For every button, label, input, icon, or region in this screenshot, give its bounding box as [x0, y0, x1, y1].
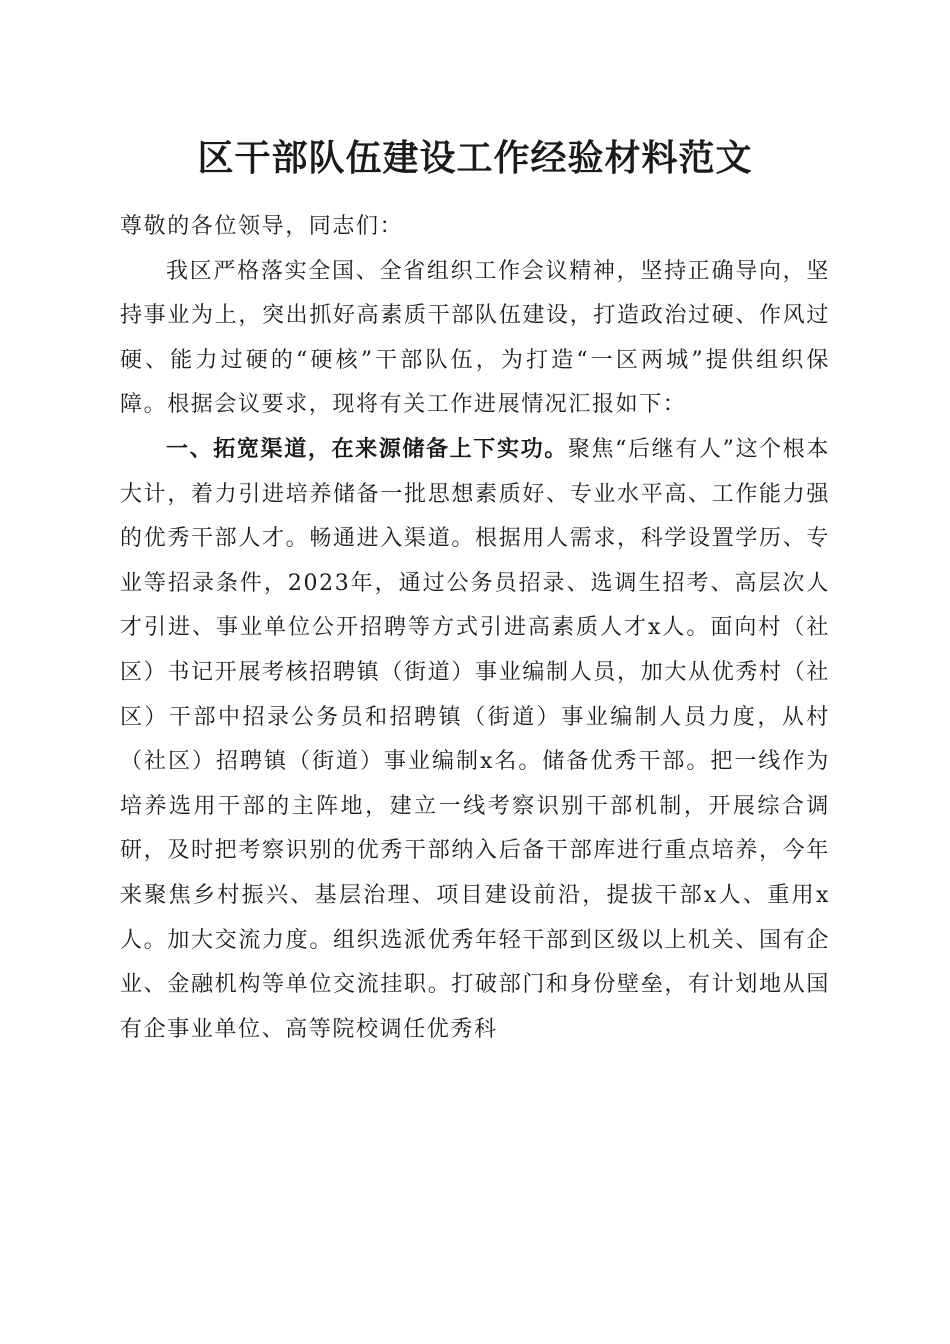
section-1-heading: 一、拓宽渠道，在来源储备上下实功。: [166, 436, 568, 462]
document-title: 区干部队伍建设工作经验材料范文: [197, 137, 753, 179]
document-body: [120, 205, 830, 1052]
section-1-paragraph: [120, 428, 830, 1052]
section-1-body: 聚焦“后继有人”这个根本大计，着力引进培养储备一批思想素质好、专业水平高、工作能力强的优秀干部人才。畅通进入渠道。根据用人需求，科学设置学历、专业等招录条件，2023年，通过公务员招录、选调生招考、高层次人才引进、事业单位公开招聘等方式引进高素质人才x人。面向村（社区）书记开展考核招聘镇（街道）事业编制人员，加大从优秀村（社区）干部中招录公务员和招聘镇（街道）事业编制人员力度，从村（社区）招聘镇（街道）事业编制x名。储备优秀干部。把一线作为培养选用干部的主阵地，建立一线考察识别干部机制，开展综合调研，及时把考察识别的优秀干部纳入后备干部库进行重点培养，今年来聚焦乡村振兴、基层治理、项目建设前沿，提拔干部x人、重用x人。加大交流力度。组织选派优秀年轻干部到区级以上机关、国有企业、金融机构等单位交流挂职。打破部门和身份壁垒，有计划地从国有企事业单位、高等院校调任优秀科: [120, 436, 830, 1042]
intro-paragraph: 我区严格落实全国、全省组织工作会议精神，坚持正确导向，坚持事业为上，突出抓好高素质干部队伍建设，打造政治过硬、作风过硬、能力过硬的“硬核”干部队伍，为打造“一区两城”提供组织保障。根据会议要求，现将有关工作进展情况汇报如下：: [120, 258, 830, 418]
salutation: 尊敬的各位领导，同志们：: [120, 214, 404, 239]
